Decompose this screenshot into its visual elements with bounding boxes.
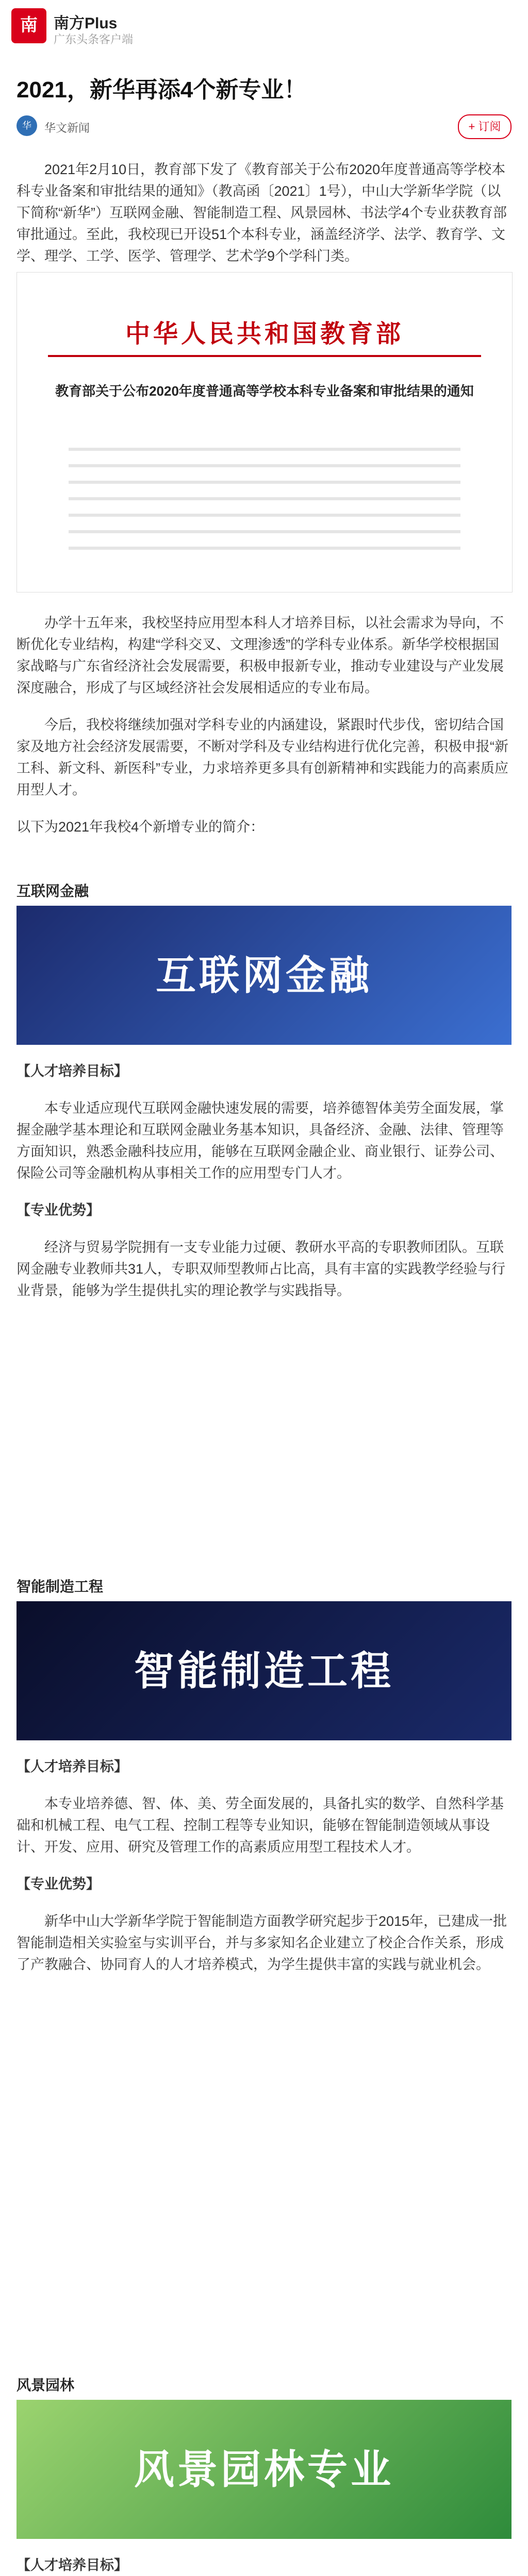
major-banner (16, 2400, 512, 2539)
document-red-line (48, 355, 481, 357)
advantage-heading: 【专业优势】 (16, 1876, 100, 1892)
major-title: 互联网金融 (16, 883, 89, 899)
advantage-heading: 【专业优势】 (16, 1202, 100, 1218)
advantage-text: 新华中山大学新华学院于智能制造方面教学研究起步于2015年，已建成一批智能制造相关实验室与实训平台，并与多家知名企业建立了校企合作关系，形成了产教融合、协同育人的人才培养模式，为学生提供丰富的实践与就业机会。 (16, 1913, 507, 1972)
goal-text: 本专业培养德、智、体、美、劳全面发展的，具备扎实的数学、自然科学基础和机械工程、电气工程、控制工程等专业知识，能够在智能制造领域从事设计、开发、应用、研究及管理工作的高素质应用型工程技术人才。 (16, 1796, 504, 1855)
major-title: 风景园林 (16, 2377, 75, 2393)
major-title: 智能制造工程 (16, 1579, 104, 1595)
app-header (0, 0, 528, 56)
article-title: 2021，新华再添4个新专业！ (16, 77, 307, 103)
major-section (16, 1756, 512, 1991)
major-section (16, 2554, 512, 2576)
author-row (16, 112, 512, 143)
document-body-lines (69, 448, 460, 563)
major-banner (16, 906, 512, 1045)
article-page (0, 56, 528, 2576)
paragraph-1: 2021年2月10日，教育部下发了《教育部关于公布2020年度普通高等学校本科专业备案和审批结果的通知》（教高函〔2021〕1号），中山大学新华学院（以下简称“新华”）互联网金融、智能制造工程、风景园林、书法学4个专业获教育部审批通过。至此，我校现已开设51个本科专业，涵盖经济学、法学、教育学、文学、理学、工学、医学、管理学、艺术学9个学科门类。 (16, 162, 507, 264)
banner-text: 互联网金融 (155, 953, 372, 998)
major-banner (16, 1601, 512, 1740)
goal-heading: 【人才培养目标】 (16, 1759, 128, 1774)
document-header: 中华人民共和国教育部 (125, 320, 404, 348)
author-avatar[interactable]: 华 (16, 115, 37, 136)
advantage-text: 经济与贸易学院拥有一支专业能力过硬、教研水平高的专职教师团队。互联网金融专业教师共31人，专职双师型教师占比高，具有丰富的实践教学经验与行业背景，能够为学生提供扎实的理论教学与实践指导。 (16, 1240, 506, 1298)
author-name[interactable]: 华文新闻 (44, 122, 90, 134)
goal-text: 本专业适应现代互联网金融快速发展的需要，培养德智体美劳全面发展，掌握金融学基本理论和互联网金融业务基本知识，具备经济、金融、法律、管理等方面知识，熟悉金融科技应用，能够在互联网金融企业、商业银行、证券公司、保险公司等金融机构从事相关工作的应用型专门人才。 (16, 1100, 504, 1181)
brand-logo[interactable]: 南 (11, 8, 46, 43)
article-paragraph (16, 612, 512, 853)
goal-heading: 【人才培养目标】 (16, 2557, 128, 2573)
brand-subtitle: 广东头条客户端 (54, 33, 134, 46)
intro-line: 以下为2021年我校4个新增专业的简介： (16, 819, 265, 835)
banner-text: 智能制造工程 (134, 1648, 394, 1693)
paragraph-2: 办学十五年来，我校坚持应用型本科人才培养目标，以社会需求为导向，不断优化专业结构，构建“学科交叉、文理渗透”的学科专业体系。新华学校根据国家战略与广东省经济社会发展需要，积极申报新专业，推动专业建设与产业发展深度融合，形成了与区域经济社会发展相适应的专业布局。 (16, 615, 504, 696)
major-section (16, 1060, 512, 1317)
article-paragraph (16, 159, 512, 282)
document-title: 教育部关于公布2020年度普通高等学校本科专业备案和审批结果的通知 (55, 383, 474, 399)
goal-heading: 【人才培养目标】 (16, 1063, 128, 1079)
brand-name: 南方Plus (54, 15, 118, 32)
document-image (16, 272, 513, 592)
banner-text: 风景园林专业 (134, 2447, 394, 2492)
paragraph-3: 今后，我校将继续加强对学科专业的内涵建设，紧跟时代步伐，密切结合国家及地方社会经济发展需要，不断对学科及专业结构进行优化完善，积极申报“新工科、新文科、新医科”专业，力求培养更多具有创新精神和实践能力的高素质应用型人才。 (16, 717, 508, 798)
follow-button[interactable]: + 订阅 (458, 114, 512, 139)
